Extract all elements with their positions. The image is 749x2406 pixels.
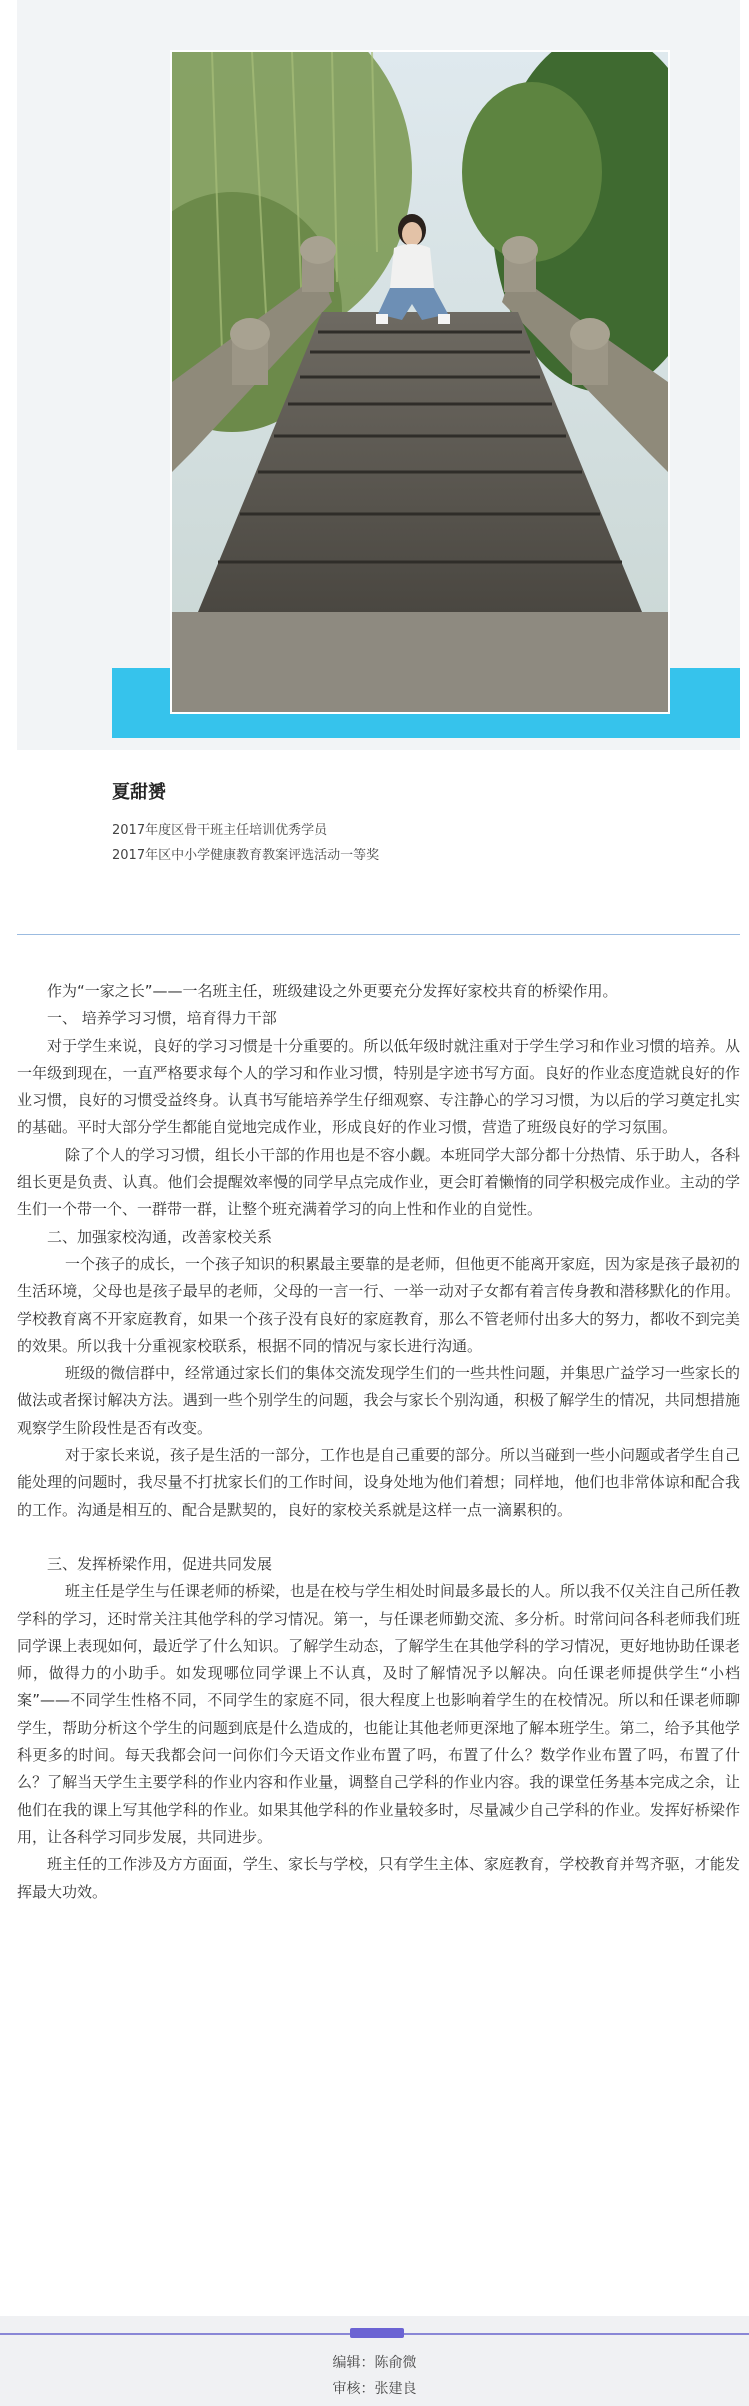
section-heading: 一、 培养学习习惯，培育得力干部 [47, 1009, 277, 1028]
bio-block [112, 778, 379, 868]
article-body [17, 978, 740, 1906]
photo-illustration [172, 52, 668, 712]
section-heading: 三、发挥桥梁作用，促进共同发展 [47, 1554, 273, 1573]
bio-award-2: 2017年区中小学健康教育教案评选活动一等奖 [112, 848, 380, 863]
article-paragraph: 一个孩子的成长，一个孩子知识的积累最主要靠的是老师，但他更不能离开家庭，因为家是孩子最初的生活环境，父母也是孩子最早的老师，父母的一言一行、一举一动对子女都有着言传身教和潜移默化的作用。学校教育离不开家庭教育，如果一个孩子没有良好的家庭教育，那么不管老师付出多大的努力，都收不到完美的效果。所以我十分重视家校联系，根据不同的情况与家长进行沟通。 [17, 1254, 741, 1355]
footer-accent-tab [350, 2328, 404, 2338]
article-paragraph: 班主任的工作涉及方方面面，学生、家长与学校，只有学生主体、家庭教育，学校教育并驾齐驱，才能发挥最大功效。 [17, 1855, 740, 1901]
article-paragraph: 班级的微信群中，经常通过家长们的集体交流发现学生们的一些共性问题，并集思广益学习一些家长的做法或者探讨解决方法。遇到一些个别学生的问题，我会与家长个别沟通，积极了解学生的情况，共同想措施观察学生阶段性是否有改变。 [17, 1364, 741, 1437]
article-paragraph: 作为“一家之长”——一名班主任，班级建设之外更要充分发挥好家校共育的桥梁作用。 [47, 982, 618, 1000]
article-paragraph: 班主任是学生与任课老师的桥梁，也是在校与学生相处时间最多最长的人。所以我不仅关注自己所任教学科的学习，还时常关注其他学科的学习情况。第一，与任课老师勤交流、多分析。时常问问各科老师我们班同学课上表现如何，最近学了什么知识。了解学生动态，了解学生在其他学科的学习情况，更好地协助任课老师，做得力的小助手。如发现哪位同学课上不认真，及时了解情况予以解决。向任课老师提供学生“小档案”——不同学生性格不同，不同学生的家庭不同，很大程度上也影响着学生的在校情况。所以和任课老师聊学生，帮助分析这个学生的问题到底是什么造成的，也能让其他老师更深地了解本班学生。第二，给予其他学科更多的时间。每天我都会问一问你们今天语文作业布置了吗，布置了什么？数学作业布置了吗，布置了什么？了解当天学生主要学科的作业内容和作业量，调整自己学科的作业内容。我的课堂任务基本完成之余，让他们在我的课上写其他学科的作业。如果其他学科的作业量较多时，尽量减少自己学科的作业。发挥好桥梁作用，让各科学习同步发展，共同进步。 [17, 1582, 741, 1846]
paragraph-spacer [17, 1524, 740, 1551]
bio-name: 夏甜赟 [112, 782, 166, 803]
article-paragraph: 对于家长来说，孩子是生活的一部分，工作也是自己重要的部分。所以当碰到一些小问题或者学生自己能处理的问题时，我尽量不打扰家长们的工作时间，设身处地为他们着想；同样地，他们也非常体谅和配合我的工作。沟通是相互的、配合是默契的，良好的家校关系就是这样一点一滴累积的。 [17, 1446, 741, 1519]
teacher-photo [170, 50, 670, 714]
footer-credits [0, 2350, 749, 2402]
footer-editor: 编辑：陈俞微 [332, 2355, 417, 2371]
article-paragraph: 对于学生来说，良好的学习习惯是十分重要的。所以低年级时就注重对于学生学习和作业习惯的培养。从一年级到现在，一直严格要求每个人的学习和作业习惯，特别是字迹书写方面。良好的作业态度造就良好的作业习惯，良好的习惯受益终身。认真书写能培养学生仔细观察、专注静心的学习习惯，为以后的学习奠定扎实的基础。平时大部分学生都能自觉地完成作业，形成良好的作业习惯，营造了班级良好的学习氛围。 [17, 1036, 740, 1137]
article-paragraph: 除了个人的学习习惯，组长小干部的作用也是不容小觑。本班同学大部分都十分热情、乐于助人，各科组长更是负责、认真。他们会提醒效率慢的同学早点完成作业，更会盯着懒惰的同学积极完成作业。主动的学生们一个带一个、一群带一群，让整个班充满着学习的向上性和作业的自觉性。 [17, 1145, 741, 1219]
bio-award-1: 2017年度区骨干班主任培训优秀学员 [112, 823, 328, 838]
section-heading: 二、加强家校沟通，改善家校关系 [47, 1227, 273, 1246]
section-divider [17, 934, 740, 935]
footer-reviewer: 审核：张建良 [332, 2381, 417, 2397]
